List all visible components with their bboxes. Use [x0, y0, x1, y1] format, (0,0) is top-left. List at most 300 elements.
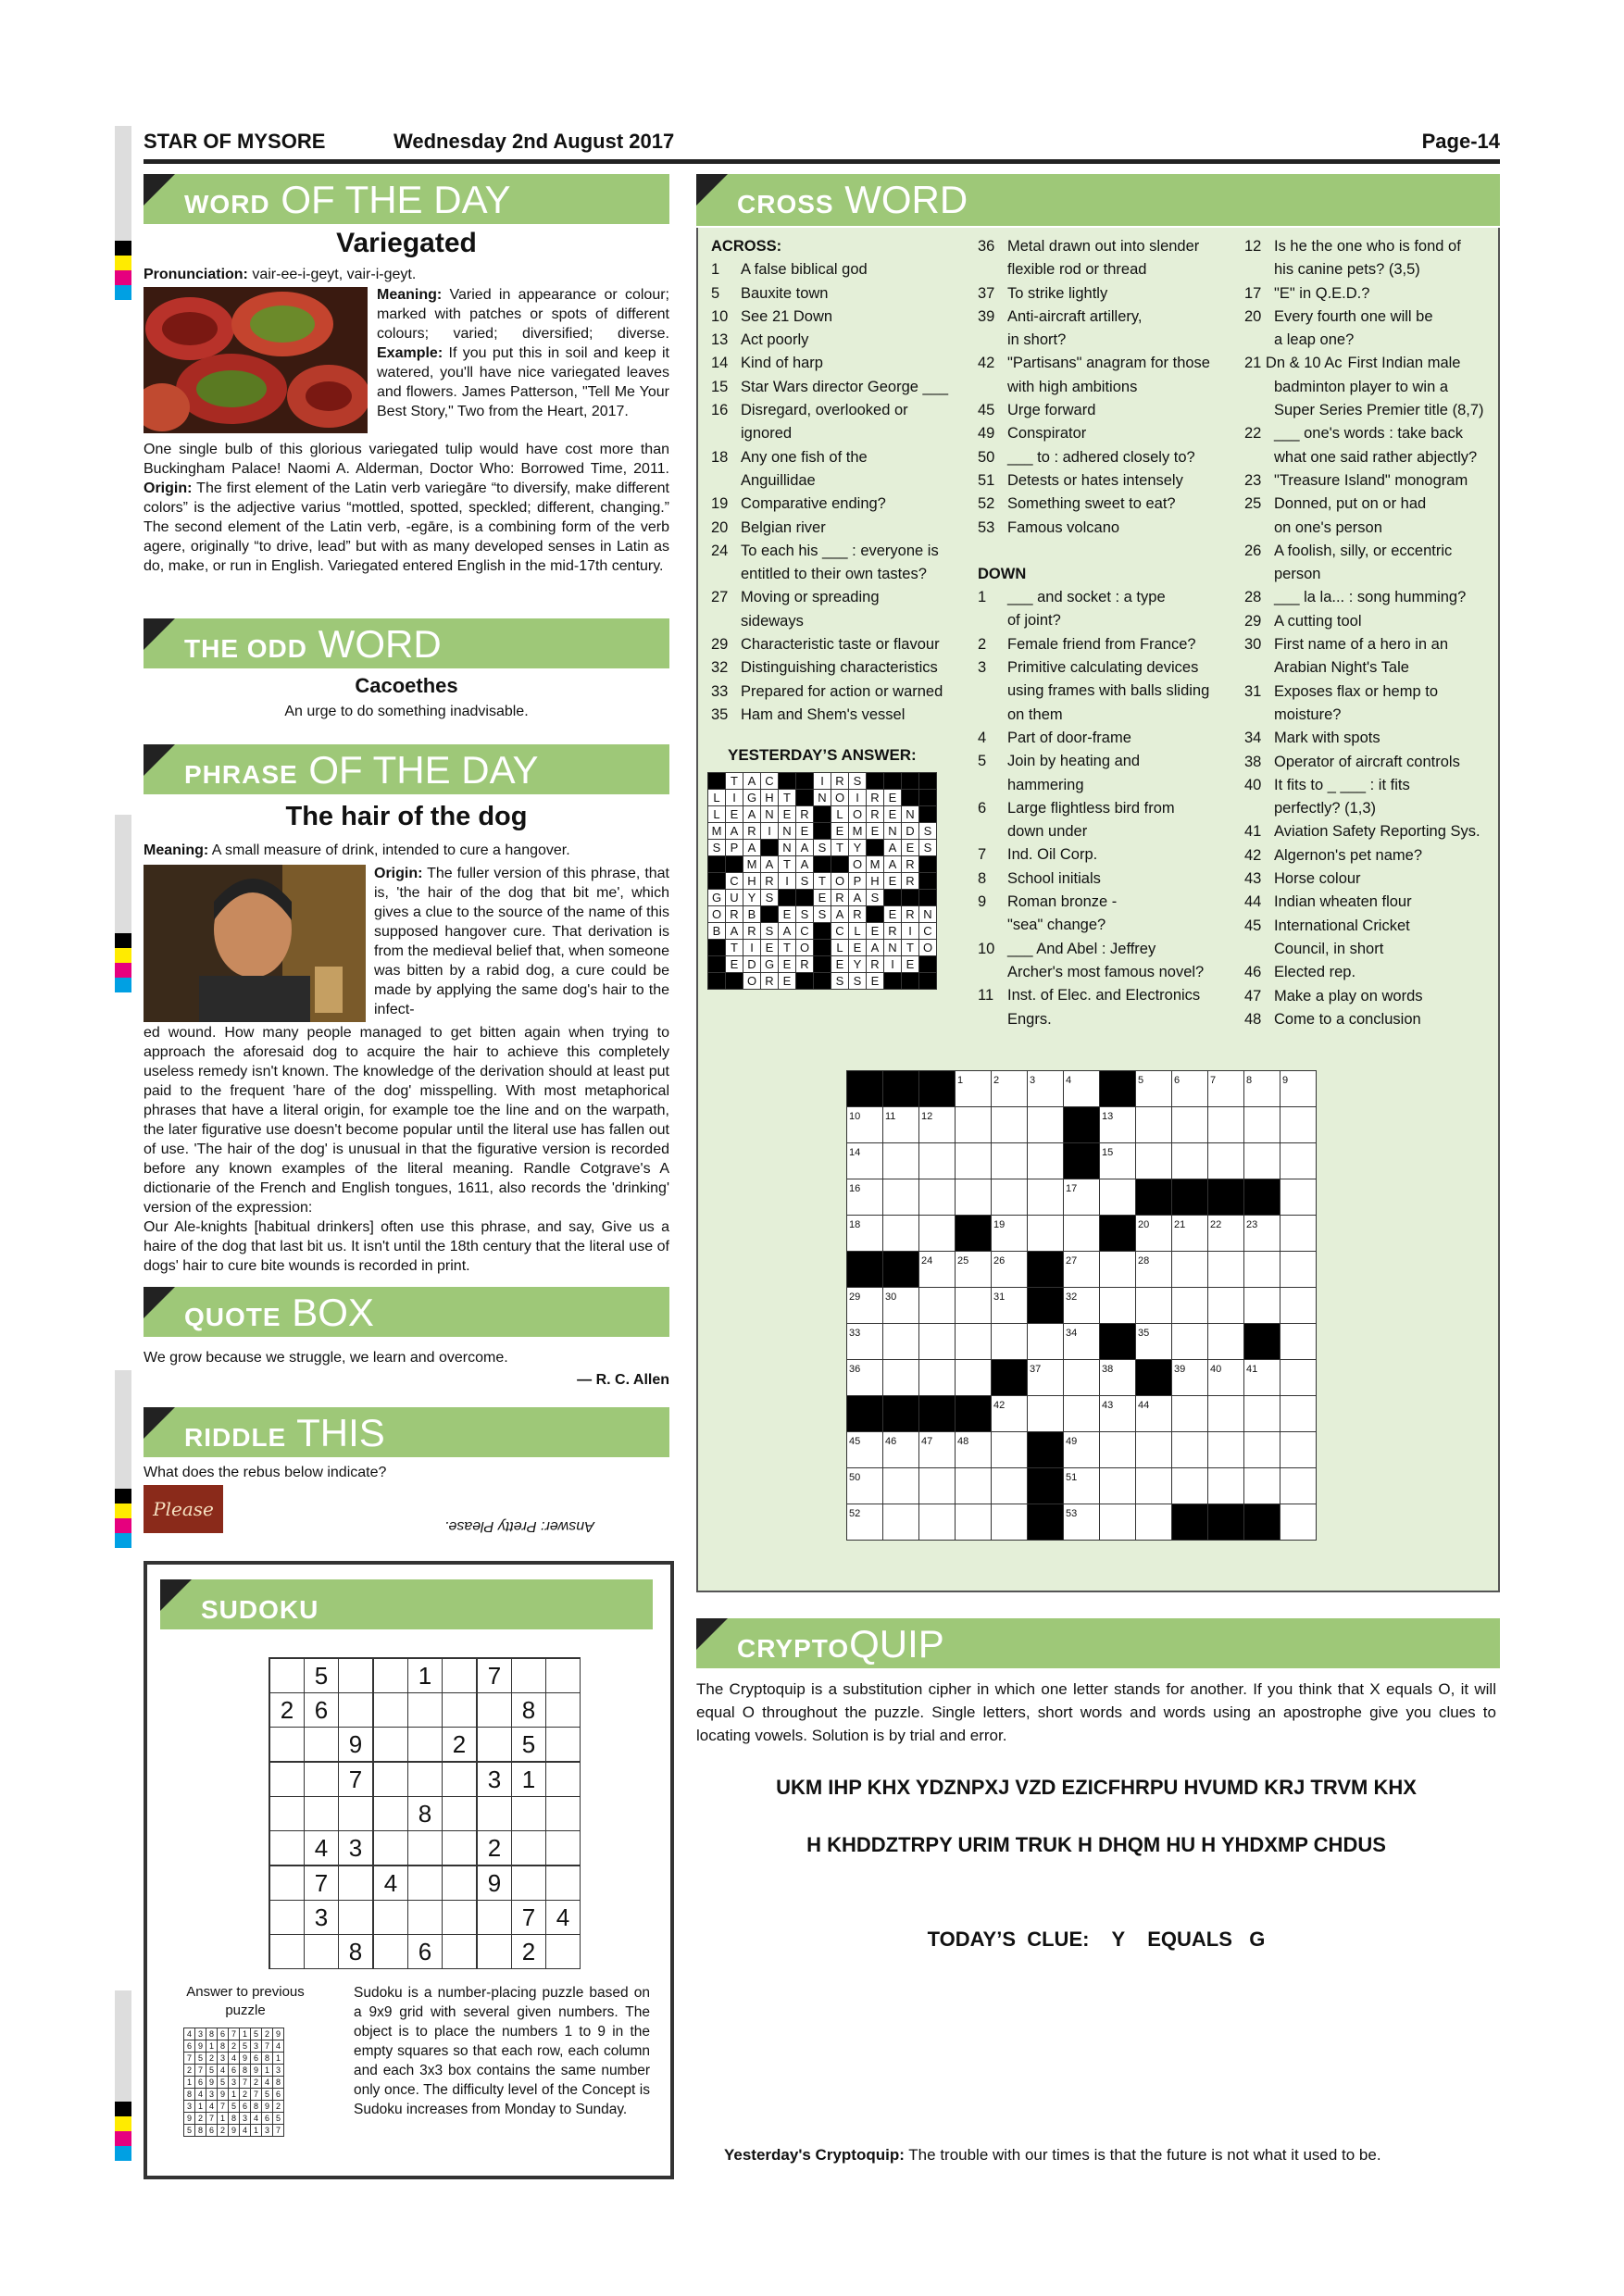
- crossword-grid[interactable]: [846, 1070, 1317, 1541]
- crossword-cell[interactable]: [1100, 1288, 1136, 1324]
- sudoku-cell[interactable]: [546, 1935, 581, 1969]
- crossword-cell[interactable]: [956, 1396, 992, 1432]
- crossword-cell[interactable]: 28: [1136, 1252, 1172, 1288]
- crossword-cell[interactable]: 15: [1100, 1143, 1136, 1179]
- sudoku-cell[interactable]: [408, 1728, 443, 1763]
- yesterday-cell: [814, 973, 831, 990]
- crossword-cell[interactable]: [1280, 1288, 1317, 1324]
- crossword-cell[interactable]: [956, 1107, 992, 1143]
- sudoku-cell[interactable]: 1: [408, 1658, 443, 1693]
- crossword-cell[interactable]: 32: [1064, 1288, 1100, 1324]
- crossword-cell[interactable]: [1136, 1504, 1172, 1541]
- crossword-cell[interactable]: 8: [1244, 1071, 1280, 1107]
- crossword-cell[interactable]: 41: [1244, 1360, 1280, 1396]
- sudoku-cell[interactable]: [269, 1797, 305, 1831]
- sudoku-cell[interactable]: [305, 1935, 339, 1969]
- cryptoquip-line-2: H KHDDZTRPY URIM TRUK H DHQM HU H YHDXMP CHDUS: [806, 1833, 1386, 1856]
- crossword-cell[interactable]: 51: [1064, 1468, 1100, 1504]
- sudoku-cell[interactable]: [339, 1901, 374, 1935]
- crossword-cell[interactable]: 49: [1064, 1432, 1100, 1468]
- sudoku-cell[interactable]: 8: [339, 1935, 374, 1969]
- crossword-cell[interactable]: [956, 1143, 992, 1179]
- sudoku-cell[interactable]: [373, 1797, 408, 1831]
- sudoku-cell[interactable]: 2: [269, 1693, 305, 1728]
- sudoku-cell[interactable]: [269, 1866, 305, 1901]
- sudoku-cell[interactable]: [546, 1693, 581, 1728]
- yesterday-cell: [814, 956, 831, 973]
- crossword-cell[interactable]: [919, 1396, 956, 1432]
- sudoku-cell[interactable]: [373, 1831, 408, 1866]
- clue: 33 Prepared for action or warned: [711, 682, 943, 700]
- yesterday-cell: A: [867, 940, 884, 956]
- sudoku-cell[interactable]: [546, 1728, 581, 1763]
- crossword-cell[interactable]: [1172, 1432, 1208, 1468]
- crossword-cell[interactable]: 37: [1028, 1360, 1064, 1396]
- yesterday-cell: [796, 773, 814, 790]
- crossword-cell[interactable]: [1244, 1432, 1280, 1468]
- sudoku-cell[interactable]: [339, 1866, 374, 1901]
- crossword-cell[interactable]: [1028, 1468, 1064, 1504]
- sudoku-cell[interactable]: 9: [339, 1728, 374, 1763]
- crossword-cell[interactable]: [883, 1324, 919, 1360]
- crossword-cell[interactable]: [1064, 1396, 1100, 1432]
- crossword-cell[interactable]: 13: [1100, 1107, 1136, 1143]
- crossword-cell[interactable]: 19: [992, 1216, 1028, 1252]
- crossword-cell[interactable]: [1280, 1216, 1317, 1252]
- sudoku-cell[interactable]: [512, 1866, 546, 1901]
- crossword-cell[interactable]: 29: [847, 1288, 883, 1324]
- crossword-cell[interactable]: [847, 1071, 883, 1107]
- crossword-cell[interactable]: [1028, 1504, 1064, 1541]
- crossword-cell[interactable]: [1280, 1432, 1317, 1468]
- sudoku-grid[interactable]: [269, 1657, 581, 1969]
- crossword-cell[interactable]: [956, 1468, 992, 1504]
- crossword-cell[interactable]: [1172, 1468, 1208, 1504]
- sudoku-cell[interactable]: [339, 1658, 374, 1693]
- crossword-cell[interactable]: [992, 1432, 1028, 1468]
- crossword-cell[interactable]: 43: [1100, 1396, 1136, 1432]
- yesterday-cell: R: [743, 923, 761, 940]
- crossword-cell[interactable]: [1028, 1252, 1064, 1288]
- yesterday-cell: T: [779, 940, 796, 956]
- crossword-cell[interactable]: [1208, 1252, 1244, 1288]
- crossword-cell[interactable]: 16: [847, 1179, 883, 1216]
- crossword-cell[interactable]: 52: [847, 1504, 883, 1541]
- crossword-cell[interactable]: [1028, 1143, 1064, 1179]
- clue: 47 Make a play on words: [1244, 987, 1423, 1004]
- crossword-cell[interactable]: [1136, 1360, 1172, 1396]
- crossword-cell[interactable]: [1172, 1504, 1208, 1541]
- sudoku-cell[interactable]: 5: [305, 1658, 339, 1693]
- crossword-cell[interactable]: [847, 1396, 883, 1432]
- sudoku-cell[interactable]: 7: [512, 1901, 546, 1935]
- crossword-cell[interactable]: [992, 1324, 1028, 1360]
- clue: his canine pets? (3,5): [1274, 261, 1420, 279]
- crossword-cell[interactable]: [1244, 1288, 1280, 1324]
- sudoku-cell[interactable]: 6: [305, 1693, 339, 1728]
- crossword-cell[interactable]: [1100, 1504, 1136, 1541]
- crossword-cell[interactable]: 2: [992, 1071, 1028, 1107]
- sudoku-cell[interactable]: 7: [339, 1762, 374, 1797]
- crossword-cell[interactable]: [1172, 1324, 1208, 1360]
- sudoku-cell[interactable]: [477, 1693, 512, 1728]
- sudoku-cell[interactable]: [512, 1831, 546, 1866]
- crossword-cell[interactable]: 25: [956, 1252, 992, 1288]
- crossword-cell[interactable]: [1064, 1360, 1100, 1396]
- crossword-cell[interactable]: [992, 1468, 1028, 1504]
- crossword-cell[interactable]: [1136, 1288, 1172, 1324]
- sudoku-cell[interactable]: [339, 1797, 374, 1831]
- sudoku-cell[interactable]: 5: [512, 1728, 546, 1763]
- sudoku-cell[interactable]: [546, 1831, 581, 1866]
- crossword-cell[interactable]: [919, 1324, 956, 1360]
- yesterday-cell: S: [849, 773, 867, 790]
- crossword-cell[interactable]: [1064, 1107, 1100, 1143]
- sudoku-cell[interactable]: 3: [477, 1762, 512, 1797]
- crossword-cell[interactable]: [919, 1504, 956, 1541]
- sudoku-cell[interactable]: [269, 1728, 305, 1763]
- sudoku-cell[interactable]: 4: [305, 1831, 339, 1866]
- sudoku-cell[interactable]: [269, 1658, 305, 1693]
- crossword-cell[interactable]: [956, 1179, 992, 1216]
- sudoku-cell[interactable]: 6: [408, 1935, 443, 1969]
- clue: 6 Large flightless bird from: [978, 799, 1175, 817]
- crossword-cell[interactable]: [1244, 1504, 1280, 1541]
- sudoku-cell[interactable]: [477, 1901, 512, 1935]
- cryptoquip-intro: The Cryptoquip is a substitution cipher in which one letter stands for another. If you think that X equals O, it will equal O throughout the puzzle. Single letters, short words and words using an apostrophe give you clues to locating vowels. Solution is by trial and error.: [696, 1680, 1496, 1744]
- crossword-cell[interactable]: 36: [847, 1360, 883, 1396]
- yesterday-cell: E: [867, 973, 884, 990]
- crossword-cell[interactable]: [1208, 1143, 1244, 1179]
- crossword-cell[interactable]: 5: [1136, 1071, 1172, 1107]
- crossword-cell[interactable]: [919, 1216, 956, 1252]
- crossword-cell[interactable]: [1244, 1179, 1280, 1216]
- yesterday-cell: M: [743, 856, 761, 873]
- sudoku-cell[interactable]: 3: [305, 1901, 339, 1935]
- sudoku-cell[interactable]: 7: [477, 1658, 512, 1693]
- sudoku-cell[interactable]: [443, 1762, 478, 1797]
- sudoku-cell[interactable]: [269, 1762, 305, 1797]
- crossword-cell[interactable]: 24: [919, 1252, 956, 1288]
- yesterday-cell: [831, 856, 849, 873]
- crossword-cell[interactable]: 9: [1280, 1071, 1317, 1107]
- crossword-cell[interactable]: [1208, 1468, 1244, 1504]
- prev-sudoku-cell: 4: [229, 2053, 240, 2065]
- crossword-cell[interactable]: [919, 1143, 956, 1179]
- clue: 8 School initials: [978, 869, 1101, 887]
- sudoku-cell[interactable]: [546, 1797, 581, 1831]
- sudoku-cell[interactable]: [443, 1935, 478, 1969]
- crossword-cell[interactable]: [1244, 1252, 1280, 1288]
- yesterday-cell: A: [779, 923, 796, 940]
- sudoku-cell[interactable]: [373, 1762, 408, 1797]
- prev-sudoku-cell: 8: [240, 2065, 251, 2077]
- crossword-cell[interactable]: [956, 1216, 992, 1252]
- crossword-cell[interactable]: [1100, 1324, 1136, 1360]
- crossword-cell[interactable]: [1136, 1107, 1172, 1143]
- prev-sudoku-cell: 1: [195, 2101, 206, 2113]
- yesterday-cell: S: [796, 873, 814, 890]
- crossword-cell[interactable]: [956, 1504, 992, 1541]
- crossword-cell[interactable]: 30: [883, 1288, 919, 1324]
- crossword-cell[interactable]: 21: [1172, 1216, 1208, 1252]
- sudoku-cell[interactable]: [477, 1728, 512, 1763]
- sudoku-cell[interactable]: 9: [477, 1866, 512, 1901]
- crossword-cell[interactable]: [1208, 1396, 1244, 1432]
- sudoku-cell[interactable]: [408, 1901, 443, 1935]
- crossword-cell[interactable]: [1280, 1143, 1317, 1179]
- sudoku-cell[interactable]: [269, 1935, 305, 1969]
- crossword-cell[interactable]: 3: [1028, 1071, 1064, 1107]
- sudoku-cell[interactable]: [408, 1866, 443, 1901]
- sudoku-cell[interactable]: [269, 1831, 305, 1866]
- sudoku-cell[interactable]: [477, 1797, 512, 1831]
- crossword-cell[interactable]: [1100, 1432, 1136, 1468]
- crossword-cell[interactable]: 44: [1136, 1396, 1172, 1432]
- crossword-cell[interactable]: 35: [1136, 1324, 1172, 1360]
- crossword-cell[interactable]: [919, 1288, 956, 1324]
- crossword-cell[interactable]: [1280, 1504, 1317, 1541]
- crossword-cell[interactable]: [1280, 1107, 1317, 1143]
- sudoku-cell[interactable]: 8: [512, 1693, 546, 1728]
- crossword-cell[interactable]: 17: [1064, 1179, 1100, 1216]
- crossword-cell[interactable]: 39: [1172, 1360, 1208, 1396]
- sudoku-cell[interactable]: 8: [408, 1797, 443, 1831]
- sudoku-cell[interactable]: [305, 1762, 339, 1797]
- crossword-cell[interactable]: [1028, 1324, 1064, 1360]
- crossword-cell[interactable]: 12: [919, 1107, 956, 1143]
- crossword-cell[interactable]: 31: [992, 1288, 1028, 1324]
- crossword-cell[interactable]: [1280, 1360, 1317, 1396]
- clue: down under: [1007, 823, 1088, 841]
- sudoku-cell[interactable]: [305, 1728, 339, 1763]
- crossword-cell[interactable]: 26: [992, 1252, 1028, 1288]
- prev-sudoku-cell: 6: [229, 2065, 240, 2077]
- sudoku-cell[interactable]: [373, 1693, 408, 1728]
- crossword-cell[interactable]: [883, 1504, 919, 1541]
- sudoku-cell[interactable]: [546, 1866, 581, 1901]
- crossword-cell[interactable]: [1172, 1396, 1208, 1432]
- crossword-cell[interactable]: 45: [847, 1432, 883, 1468]
- crossword-cell[interactable]: [1172, 1288, 1208, 1324]
- crossword-cell[interactable]: [1172, 1252, 1208, 1288]
- yesterday-cell: D: [902, 823, 919, 840]
- crossword-cell[interactable]: [1208, 1107, 1244, 1143]
- crossword-cell[interactable]: [1064, 1143, 1100, 1179]
- sudoku-cell[interactable]: [373, 1901, 408, 1935]
- page-header: [144, 130, 1500, 164]
- crossword-cell[interactable]: [1208, 1504, 1244, 1541]
- crossword-cell[interactable]: [1028, 1288, 1064, 1324]
- crossword-cell[interactable]: [919, 1468, 956, 1504]
- crossword-cell[interactable]: [1172, 1143, 1208, 1179]
- sudoku-cell[interactable]: [477, 1935, 512, 1969]
- crossword-cell[interactable]: 23: [1244, 1216, 1280, 1252]
- crossword-cell[interactable]: [1280, 1252, 1317, 1288]
- crossword-cell[interactable]: [1100, 1252, 1136, 1288]
- prev-sudoku-cell: 8: [218, 2040, 229, 2053]
- sudoku-cell[interactable]: [339, 1693, 374, 1728]
- yesterday-cell: R: [831, 890, 849, 906]
- crossword-cell[interactable]: [992, 1143, 1028, 1179]
- clue: 10 ___ And Abel : Jeffrey: [978, 940, 1156, 957]
- crossword-cell[interactable]: [956, 1324, 992, 1360]
- sudoku-cell[interactable]: [443, 1797, 478, 1831]
- sudoku-cell[interactable]: [512, 1797, 546, 1831]
- yesterday-cell: E: [849, 940, 867, 956]
- clue: 21 Dn & 10 Ac First Indian male: [1244, 355, 1461, 372]
- yesterday-cell: I: [726, 790, 743, 806]
- prev-sudoku-cell: 5: [251, 2028, 262, 2040]
- sudoku-cell[interactable]: [443, 1693, 478, 1728]
- sudoku-cell[interactable]: [408, 1693, 443, 1728]
- sudoku-cell[interactable]: [373, 1935, 408, 1969]
- crossword-cell[interactable]: 27: [1064, 1252, 1100, 1288]
- sudoku-cell[interactable]: [305, 1797, 339, 1831]
- crossword-cell[interactable]: [1100, 1179, 1136, 1216]
- crossword-cell[interactable]: [1136, 1143, 1172, 1179]
- crossword-cell[interactable]: 40: [1208, 1360, 1244, 1396]
- crossword-cell[interactable]: [919, 1179, 956, 1216]
- crossword-cell[interactable]: [1028, 1396, 1064, 1432]
- crossword-cell[interactable]: [1244, 1324, 1280, 1360]
- clue: 43 Horse colour: [1244, 870, 1361, 888]
- crossword-cell[interactable]: [1100, 1468, 1136, 1504]
- yesterday-cell: E: [726, 956, 743, 973]
- crossword-cell[interactable]: [1172, 1107, 1208, 1143]
- crossword-cell[interactable]: [883, 1396, 919, 1432]
- crossword-cell[interactable]: [1280, 1179, 1317, 1216]
- crossword-cell[interactable]: [1028, 1107, 1064, 1143]
- crossword-cell[interactable]: [847, 1252, 883, 1288]
- sudoku-cell[interactable]: 2: [443, 1728, 478, 1763]
- crossword-cell[interactable]: [1100, 1216, 1136, 1252]
- crossword-cell[interactable]: [1136, 1432, 1172, 1468]
- crossword-cell[interactable]: [1244, 1468, 1280, 1504]
- sudoku-cell[interactable]: 1: [512, 1762, 546, 1797]
- crossword-cell[interactable]: [883, 1071, 919, 1107]
- crossword-cell[interactable]: 22: [1208, 1216, 1244, 1252]
- crossword-cell[interactable]: [1172, 1179, 1208, 1216]
- crossword-cell[interactable]: [883, 1179, 919, 1216]
- sudoku-cell[interactable]: [408, 1831, 443, 1866]
- crossword-cell[interactable]: 11: [883, 1107, 919, 1143]
- crossword-cell[interactable]: [992, 1360, 1028, 1396]
- crossword-cell[interactable]: 48: [956, 1432, 992, 1468]
- prev-sudoku-cell: 8: [206, 2028, 218, 2040]
- crossword-cell[interactable]: [1208, 1324, 1244, 1360]
- crossword-cell[interactable]: [1208, 1179, 1244, 1216]
- crossword-cell[interactable]: 10: [847, 1107, 883, 1143]
- crossword-cell[interactable]: 7: [1208, 1071, 1244, 1107]
- crossword-cell[interactable]: 20: [1136, 1216, 1172, 1252]
- crossword-cell[interactable]: 6: [1172, 1071, 1208, 1107]
- clue: 45 Urge forward: [978, 402, 1096, 419]
- sudoku-cell[interactable]: 4: [546, 1901, 581, 1935]
- sudoku-cell[interactable]: 2: [512, 1935, 546, 1969]
- sudoku-cell[interactable]: [546, 1762, 581, 1797]
- crossword-cell[interactable]: [1280, 1396, 1317, 1432]
- crossword-cell[interactable]: [1280, 1468, 1317, 1504]
- clue: 18 Any one fish of the: [711, 448, 868, 466]
- crossword-cell[interactable]: [883, 1360, 919, 1396]
- crossword-cell[interactable]: [1100, 1071, 1136, 1107]
- yesterday-cell: E: [867, 923, 884, 940]
- crossword-cell[interactable]: [956, 1360, 992, 1396]
- crossword-cell[interactable]: [883, 1216, 919, 1252]
- crossword-cell[interactable]: 46: [883, 1432, 919, 1468]
- crossword-cell[interactable]: [992, 1107, 1028, 1143]
- crossword-cell[interactable]: 42: [992, 1396, 1028, 1432]
- crossword-cell[interactable]: 14: [847, 1143, 883, 1179]
- sudoku-cell[interactable]: 3: [339, 1831, 374, 1866]
- sudoku-cell[interactable]: 4: [373, 1866, 408, 1901]
- crossword-cell[interactable]: [1028, 1432, 1064, 1468]
- crossword-cell[interactable]: [919, 1071, 956, 1107]
- crossword-cell[interactable]: 47: [919, 1432, 956, 1468]
- sudoku-cell[interactable]: [443, 1901, 478, 1935]
- sudoku-cell[interactable]: [443, 1658, 478, 1693]
- crossword-cell[interactable]: [1064, 1216, 1100, 1252]
- clue: 40 It fits to _ ___ : it fits: [1244, 776, 1410, 793]
- yesterday-cell: I: [761, 823, 779, 840]
- crossword-cell[interactable]: [1028, 1179, 1064, 1216]
- crossword-cell[interactable]: [1136, 1179, 1172, 1216]
- yesterday-cell: I: [779, 873, 796, 890]
- crossword-cell[interactable]: [919, 1360, 956, 1396]
- crossword-cell[interactable]: [1244, 1396, 1280, 1432]
- crossword-cell[interactable]: 53: [1064, 1504, 1100, 1541]
- prev-sudoku-cell: 1: [229, 2089, 240, 2101]
- sudoku-cell[interactable]: 7: [305, 1866, 339, 1901]
- sudoku-banner: SUDOKU: [160, 1579, 653, 1631]
- crossword-cell[interactable]: [883, 1143, 919, 1179]
- crossword-cell[interactable]: [883, 1252, 919, 1288]
- sudoku-cell[interactable]: [408, 1762, 443, 1797]
- clue: 39 Anti-aircraft artillery,: [978, 307, 1143, 325]
- sudoku-cell[interactable]: 2: [477, 1831, 512, 1866]
- clue: 41 Aviation Safety Reporting Sys.: [1244, 823, 1480, 841]
- crossword-cell[interactable]: [883, 1468, 919, 1504]
- crossword-cell[interactable]: 18: [847, 1216, 883, 1252]
- clue: flexible rod or thread: [1007, 261, 1147, 279]
- crossword-cell[interactable]: [1208, 1432, 1244, 1468]
- crossword-cell[interactable]: 1: [956, 1071, 992, 1107]
- crossword-cell[interactable]: 33: [847, 1324, 883, 1360]
- sudoku-cell[interactable]: [443, 1831, 478, 1866]
- sudoku-cell[interactable]: [373, 1728, 408, 1763]
- sudoku-cell[interactable]: [443, 1866, 478, 1901]
- crossword-cell[interactable]: [992, 1504, 1028, 1541]
- crossword-cell[interactable]: 50: [847, 1468, 883, 1504]
- crossword-cell[interactable]: 4: [1064, 1071, 1100, 1107]
- crossword-cell[interactable]: [1136, 1468, 1172, 1504]
- sudoku-cell[interactable]: [269, 1901, 305, 1935]
- crossword-cell[interactable]: 38: [1100, 1360, 1136, 1396]
- crossword-cell[interactable]: 34: [1064, 1324, 1100, 1360]
- crossword-cell[interactable]: [1244, 1107, 1280, 1143]
- crossword-cell[interactable]: [1280, 1324, 1317, 1360]
- crossword-cell[interactable]: [1208, 1288, 1244, 1324]
- sudoku-cell[interactable]: [512, 1658, 546, 1693]
- crossword-cell[interactable]: [1028, 1216, 1064, 1252]
- crossword-cell[interactable]: [992, 1179, 1028, 1216]
- sudoku-cell[interactable]: [546, 1658, 581, 1693]
- crossword-cell[interactable]: [1244, 1143, 1280, 1179]
- sudoku-cell[interactable]: [373, 1658, 408, 1693]
- crossword-cell[interactable]: [956, 1288, 992, 1324]
- yesterday-answer-label: YESTERDAY’S ANSWER:: [728, 746, 917, 764]
